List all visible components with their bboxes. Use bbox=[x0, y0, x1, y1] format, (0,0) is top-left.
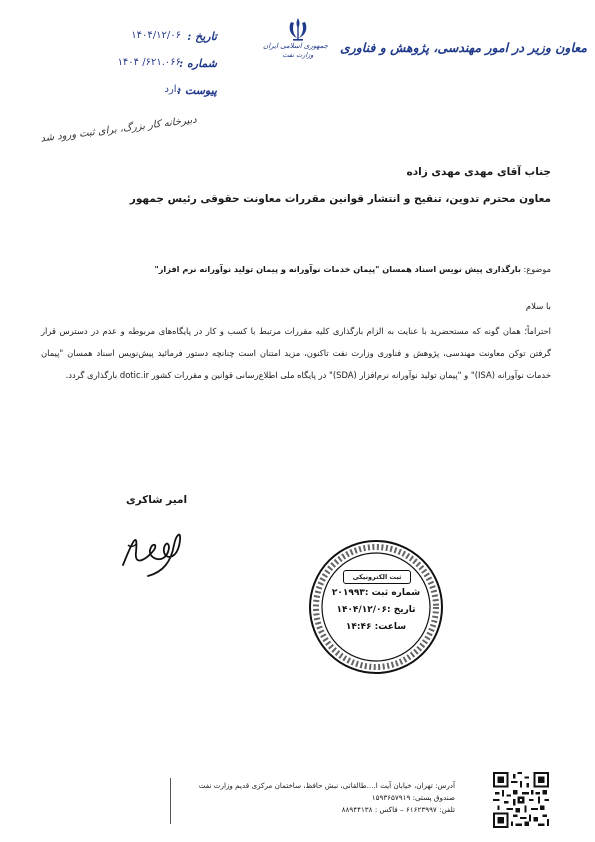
meta-date-value: ۱۴۰۴/۱۲/۰۶ bbox=[131, 30, 181, 41]
meta-number-value: ۱۴۰۴ /۶۲۱.۰۶۶ bbox=[117, 57, 181, 68]
organization-title: معاون وزیر در امور مهندسی، پژوهش و فناوری bbox=[339, 40, 587, 55]
footer-address: آدرس: تهران، خیابان آیت ا....طالقانی، نبش حافظ، ساختمان مرکزی قدیم وزارت نفت bbox=[198, 781, 455, 790]
meta-attachment bbox=[77, 84, 217, 100]
addressee-name: جناب آقای مهدی مهدی زاده bbox=[406, 166, 551, 178]
subject-text: بارگذاری پیش نویس اسناد همسان "پیمان خدمات نوآورانه و پیمان تولید نوآورانه نرم افزار" bbox=[154, 264, 521, 274]
qr-code[interactable] bbox=[493, 772, 549, 828]
footer-divider bbox=[170, 778, 171, 824]
meta-attachment-value: دارد bbox=[164, 84, 181, 95]
footer-contact bbox=[199, 780, 455, 816]
electronic-registration-stamp bbox=[307, 538, 445, 676]
meta-attachment-label: پیوست : bbox=[177, 84, 217, 97]
subject-label: موضوع: bbox=[523, 264, 551, 274]
emblem-ministry: وزارت نفت bbox=[282, 51, 314, 59]
stamp-number: شماره ثبت :۲۰۱۹۹۳ bbox=[331, 588, 421, 598]
stamp-date: تاریخ :۱۴۰۴/۱۲/۰۶ bbox=[336, 605, 416, 615]
meta-number bbox=[77, 57, 217, 73]
signer-name: امیر شاکری bbox=[126, 494, 188, 506]
footer-phone: تلفن: ۶۱۶۲۳۹۹۷ – فاکس : ۸۸۹۴۴۱۳۸ bbox=[341, 805, 455, 814]
handwritten-note: دبیرخانه کار بزرگ، برای ثبت ورود شد bbox=[39, 114, 198, 145]
emblem-icon bbox=[287, 16, 309, 42]
subject-line bbox=[71, 264, 551, 274]
meta-date-label: تاریخ : bbox=[187, 30, 217, 43]
addressee-title: معاون محترم تدوین، تنقیح و انتشار قوانین مقررات معاونت حقوقی رئیس جمهور bbox=[129, 193, 551, 205]
footer-postbox: صندوق پستی: ۱۵۹۳۶۵۷۹۱۹ bbox=[371, 793, 455, 802]
meta-date bbox=[77, 30, 217, 46]
greeting: با سلام bbox=[525, 302, 551, 312]
handwritten-signature bbox=[108, 510, 188, 589]
stamp-time: ساعت: ۱۴:۴۶ bbox=[345, 622, 407, 632]
letter-body: احتراماً؛ همان گونه که مستحضرید با عنایت به الزام بارگذاری کلیه مقررات مرتبط با کسب و کار در پایگاه‌های مربوطه و عدم در دسترس قرار گرفتن توکن معاونت مهندسی، پژوهش و فناوری وزارت نفت تاکنون، مزید امتنان است چنانچه دستور فرمائید پیش‌نویس اسناد همسان "پیمان خدمات نوآورانه (ISA)" و "پیمان تولید نوآورانه نرم‌افزار (SDA)" در پایگاه ملی اطلاع‌رسانی قوانین و مقررات کشور dotic.ir بارگذاری گردد. bbox=[41, 326, 551, 380]
meta-number-label: شماره : bbox=[179, 57, 217, 70]
emblem-country: جمهوری اسلامی ایران bbox=[263, 42, 328, 50]
iran-emblem bbox=[263, 16, 328, 60]
stamp-badge: ثبت الکترونیکی bbox=[343, 570, 411, 584]
